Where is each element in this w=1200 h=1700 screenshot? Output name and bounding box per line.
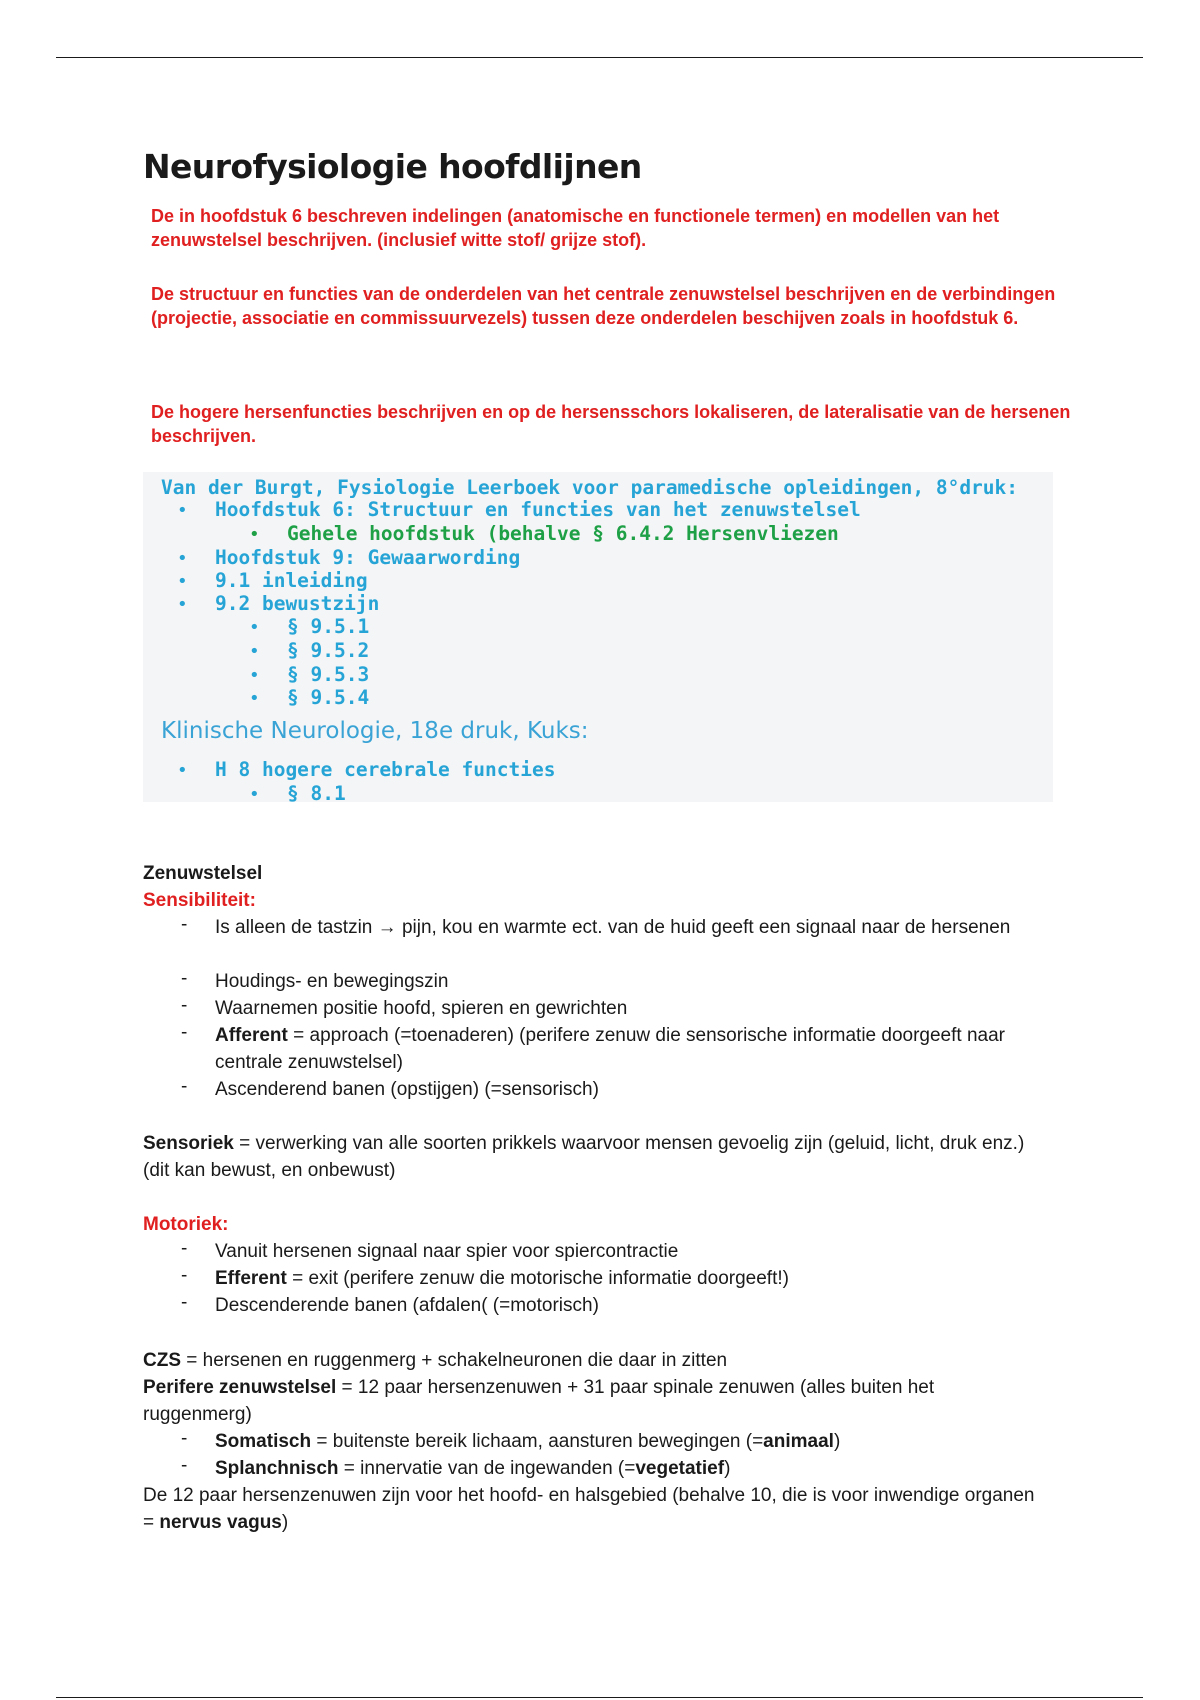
bullet-icon: • <box>249 688 260 709</box>
bullet-icon: • <box>249 784 260 805</box>
item-9-2: 9.2 bewustzijn <box>215 592 380 615</box>
list-item: Afferent = approach (=toenaderen) (perifere zenuw die sensorische informatie doorgeeft naar centrale zenuwstelsel) <box>215 1025 1005 1073</box>
source-burgt: Van der Burgt, Fysiologie Leerboek voor paramedische opleidingen, 8°druk: <box>161 476 1019 499</box>
source-kuks: Klinische Neurologie, 18e druk, Kuks: <box>161 718 589 744</box>
bullet-icon: • <box>177 760 188 781</box>
dash-marker: - <box>181 1022 188 1043</box>
list-item: Somatisch = buitenste bereik lichaam, aansturen bewegingen (=animaal) <box>215 1431 841 1452</box>
list-item: Ascenderend banen (opstijgen) (=sensorisch) <box>215 1079 599 1100</box>
list-item: Is alleen de tastzin → pijn, kou en warmte ect. van de huid geeft een signaal naar de hersenen <box>215 917 1011 938</box>
dash-marker: - <box>181 968 188 989</box>
study-material-box <box>143 472 1053 805</box>
hersenzenuwen-note: De 12 paar hersenzenuwen zijn voor het hoofd- en halsgebied (behalve 10, die is voor inwendige organen = nervus vagus) <box>143 1485 1035 1533</box>
page-title: Neurofysiologie hoofdlijnen <box>143 147 642 186</box>
list-item: Descenderende banen (afdalen( (=motorisch) <box>215 1295 599 1316</box>
sensoriek-definition: Sensoriek = verwerking van alle soorten prikkels waarvoor mensen gevoelig zijn (geluid, licht, druk enz.) (dit kan bewust, en onbewust) <box>143 1133 1025 1181</box>
heading-motoriek: Motoriek: <box>143 1214 229 1235</box>
bullet-icon: • <box>249 665 260 686</box>
list-item: Efferent = exit (perifere zenuw die motorische informatie doorgeeft!) <box>215 1268 789 1289</box>
dash-marker: - <box>181 914 188 935</box>
item-9-5-1: § 9.5.1 <box>287 615 370 638</box>
bottom-rule <box>56 1697 1143 1698</box>
bullet-icon: • <box>177 548 188 569</box>
dash-marker: - <box>181 1428 188 1449</box>
item-9-5-2: § 9.5.2 <box>287 639 370 662</box>
bullet-icon: • <box>177 571 188 592</box>
item-9-5-3: § 9.5.3 <box>287 663 370 686</box>
list-item: Vanuit hersenen signaal naar spier voor spiercontractie <box>215 1241 679 1262</box>
learning-goal-2: De structuur en functies van de onderdelen van het centrale zenuwstelsel beschrijven en de verbindingen (projectie, associatie en commissuurvezels) tussen deze onderdelen beschijven zoals in hoofdstuk 6. <box>151 284 1056 328</box>
bullet-icon: • <box>177 500 188 521</box>
list-item: Splanchnisch = innervatie van de ingewanden (=vegetatief) <box>215 1458 731 1479</box>
item-hoofdstuk-6: Hoofdstuk 6: Structuur en functies van het zenuwstelsel <box>215 498 861 521</box>
list-item: Houdings- en bewegingszin <box>215 971 449 992</box>
bullet-icon: • <box>249 641 260 662</box>
item-9-5-4: § 9.5.4 <box>287 686 370 709</box>
top-rule <box>56 57 1143 58</box>
bullet-icon: • <box>177 594 188 615</box>
item-h8: H 8 hogere cerebrale functies <box>215 758 556 781</box>
heading-zenuwstelsel: Zenuwstelsel <box>143 863 263 884</box>
learning-goal-1: De in hoofdstuk 6 beschreven indelingen (anatomische en functionele termen) en modellen van het zenuwstelsel beschrijven. (inclusief witte stof/ grijze stof). <box>151 206 1000 250</box>
heading-sensibiliteit: Sensibiliteit: <box>143 890 256 911</box>
dash-marker: - <box>181 995 188 1016</box>
dash-marker: - <box>181 1265 188 1286</box>
item-hoofdstuk-9: Hoofdstuk 9: Gewaarwording <box>215 546 521 569</box>
dash-marker: - <box>181 1076 188 1097</box>
czs-definition: CZS = hersenen en ruggenmerg + schakelneuronen die daar in zitten <box>143 1350 728 1371</box>
dash-marker: - <box>181 1292 188 1313</box>
perifere-zenuwstelsel-definition: Perifere zenuwstelsel = 12 paar hersenzenuwen + 31 paar spinale zenuwen (alles buiten het ruggenmerg) <box>143 1377 935 1425</box>
list-item: Waarnemen positie hoofd, spieren en gewrichten <box>215 998 628 1019</box>
learning-goal-3: De hogere hersenfuncties beschrijven en op de hersensschors lokaliseren, de lateralisatie van de hersenen beschrijven. <box>151 402 1071 446</box>
item-8-1: § 8.1 <box>287 782 346 805</box>
bullet-icon: • <box>249 617 260 638</box>
arrow-right-icon: → <box>377 917 397 938</box>
item-9-1: 9.1 inleiding <box>215 569 368 592</box>
dash-marker: - <box>181 1455 188 1476</box>
dash-marker: - <box>181 1238 188 1259</box>
item-gehele-hoofdstuk: Gehele hoofdstuk (behalve § 6.4.2 Hersenvliezen <box>287 522 839 545</box>
bullet-icon: • <box>249 524 260 545</box>
